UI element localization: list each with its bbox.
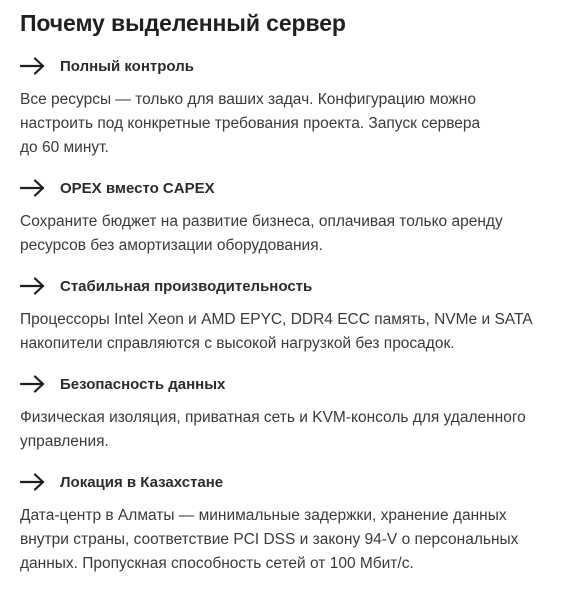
feature-header — [20, 371, 545, 397]
feature-header — [20, 53, 545, 79]
arrow-right-icon — [20, 375, 45, 393]
description-line: Все ресурсы — только для ваших задач. Конфигурацию можно — [20, 91, 476, 108]
feature-header — [20, 469, 545, 495]
feature-header — [20, 273, 545, 299]
arrow-right-icon — [20, 179, 45, 197]
description-line: Физическая изоляция, приватная сеть и KVM-консоль для удаленного — [20, 409, 526, 426]
feature-item — [20, 469, 545, 576]
page-title: Почему выделенный сервер — [20, 10, 346, 36]
description-line: накопители справляются с высокой нагрузкой без просадок. — [20, 335, 455, 352]
description-line: ресурсов без амортизации оборудования. — [20, 237, 323, 254]
description-line: данных. Пропускная способность сетей от 100 Мбит/с. — [20, 555, 414, 572]
feature-description — [20, 504, 545, 576]
description-line: внутри страны, соответствие PCI DSS и закону 94-V о персональных — [20, 531, 519, 548]
feature-header — [20, 175, 545, 201]
feature-list — [20, 53, 545, 576]
feature-item — [20, 175, 545, 258]
feature-title: Локация в Казахстане — [60, 473, 224, 491]
description-line: настроить под конкретные требования проекта. Запуск сервера — [20, 115, 481, 132]
description-line: управления. — [20, 433, 109, 450]
feature-title: OPEX вместо CAPEX — [60, 179, 215, 197]
arrow-right-icon — [20, 473, 45, 491]
description-line: Сохраните бюджет на развитие бизнеса, оплачивая только аренду — [20, 213, 503, 230]
arrow-right-icon — [20, 277, 45, 295]
description-line: Дата-центр в Алматы — минимальные задержки, хранение данных — [20, 507, 507, 524]
feature-item — [20, 53, 545, 160]
feature-description — [20, 406, 545, 454]
feature-title: Стабильная производительность — [60, 277, 313, 295]
feature-description — [20, 88, 545, 160]
feature-description — [20, 308, 545, 356]
feature-description — [20, 210, 545, 258]
feature-title: Полный контроль — [60, 57, 194, 75]
feature-item — [20, 273, 545, 356]
arrow-right-icon — [20, 57, 45, 75]
description-line: Процессоры Intel Xeon и AMD EPYC, DDR4 ECC память, NVMe и SATA — [20, 311, 533, 328]
feature-title: Безопасность данных — [60, 375, 226, 393]
description-line: до 60 минут. — [20, 139, 109, 156]
feature-item — [20, 371, 545, 454]
